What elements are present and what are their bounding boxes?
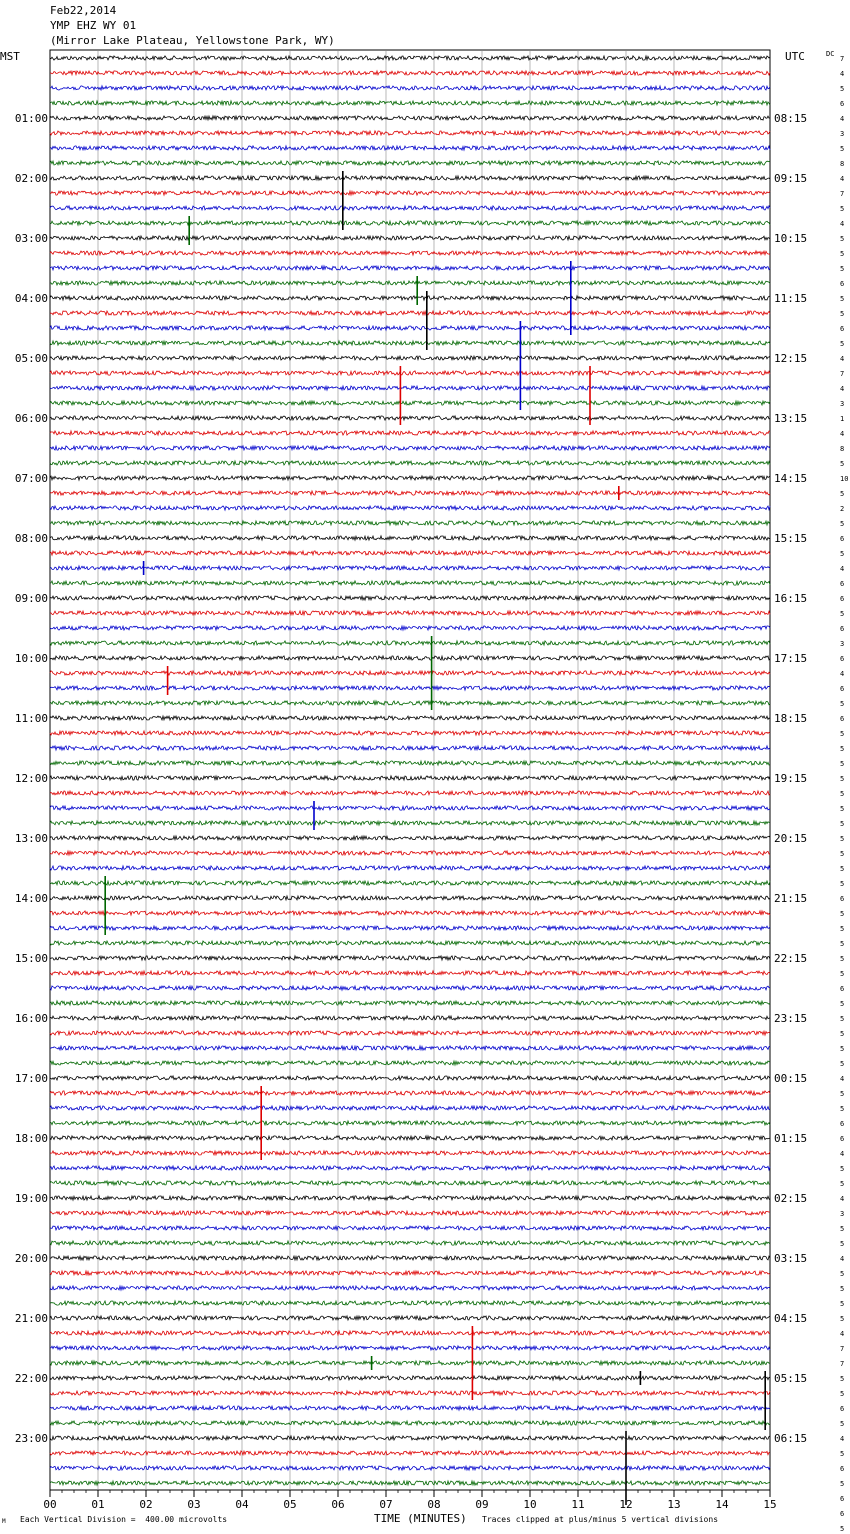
right-hour-label: 21:15 (774, 892, 808, 905)
trace-amplitude-label: 5 (840, 520, 845, 528)
right-hour-label: 09:15 (774, 172, 808, 185)
seismic-trace (50, 536, 770, 540)
right-hour-label: 06:15 (774, 1432, 808, 1445)
trace-amplitude-label: 7 (840, 1360, 845, 1368)
seismic-trace (50, 746, 770, 750)
left-hour-label: 13:00 (14, 832, 48, 845)
left-hour-label: 05:00 (14, 352, 48, 365)
seismic-trace (50, 776, 770, 780)
x-tick-label: 06 (331, 1498, 345, 1511)
seismic-trace (50, 266, 770, 270)
trace-amplitude-label: 5 (840, 1390, 845, 1398)
trace-amplitude-label: 4 (840, 1075, 845, 1083)
trace-amplitude-label: 5 (840, 700, 845, 708)
clip-note: Traces clipped at plus/minus 5 vertical divisions (482, 1515, 719, 1524)
seismic-trace (50, 551, 770, 555)
seismic-trace (50, 176, 770, 180)
seismic-trace (50, 416, 770, 420)
seismic-trace (50, 356, 770, 360)
seismic-trace (50, 971, 770, 975)
seismic-trace (50, 1406, 770, 1410)
seismic-trace (50, 596, 770, 600)
trace-amplitude-label: 6 (840, 1465, 845, 1473)
trace-amplitude-label: 6 (840, 1135, 845, 1143)
right-hour-label: 01:15 (774, 1132, 808, 1145)
left-hour-label: 14:00 (14, 892, 48, 905)
seismic-trace (50, 1061, 770, 1065)
x-tick-label: 05 (283, 1498, 297, 1511)
right-hour-label: 00:15 (774, 1072, 808, 1085)
seismic-trace (50, 656, 770, 660)
seismic-trace (50, 296, 770, 300)
x-tick-label: 03 (187, 1498, 201, 1511)
trace-amplitude-label: 5 (840, 1375, 845, 1383)
x-axis-title: TIME (MINUTES) (374, 1512, 467, 1525)
trace-amplitude-label: 6 (840, 895, 845, 903)
seismic-trace (50, 1181, 770, 1185)
trace-amplitude-label: 5 (840, 1225, 845, 1233)
right-hour-label: 18:15 (774, 712, 808, 725)
seismic-trace (50, 146, 770, 150)
seismic-trace (50, 896, 770, 900)
trace-amplitude-label: 4 (840, 1195, 845, 1203)
seismic-trace (50, 86, 770, 90)
trace-amplitude-label: 5 (840, 1105, 845, 1113)
trace-amplitude-label: 6 (840, 580, 845, 588)
trace-amplitude-label: 7 (840, 370, 845, 378)
seismic-trace (50, 476, 770, 480)
seismic-trace (50, 401, 770, 405)
seismic-trace (50, 1241, 770, 1245)
footer-mark: M (2, 1518, 6, 1525)
seismic-trace (50, 341, 770, 345)
right-hour-label: 04:15 (774, 1312, 808, 1325)
seismic-trace (50, 56, 770, 60)
trace-amplitude-label: 5 (840, 1480, 845, 1488)
trace-amplitude-label: 5 (840, 85, 845, 93)
right-hour-label: 20:15 (774, 832, 808, 845)
trace-amplitude-label: 4 (840, 1330, 845, 1338)
trace-amplitude-label: 4 (840, 115, 845, 123)
trace-amplitude-label: 6 (840, 280, 845, 288)
left-hour-label: 02:00 (14, 172, 48, 185)
trace-amplitude-label: 5 (840, 1300, 845, 1308)
left-hour-label: 16:00 (14, 1012, 48, 1025)
seismic-trace (50, 1031, 770, 1035)
trace-amplitude-label: 6 (840, 715, 845, 723)
trace-amplitude-label: 5 (840, 1045, 845, 1053)
station-code: YMP EHZ WY 01 (50, 19, 137, 32)
seismic-trace (50, 506, 770, 510)
trace-amplitude-label: 6 (840, 1495, 845, 1503)
trace-amplitude-label: 5 (840, 880, 845, 888)
right-hour-label: 14:15 (774, 472, 808, 485)
trace-amplitude-label: 10 (840, 475, 849, 483)
seismic-trace (50, 1466, 770, 1470)
x-tick-label: 12 (619, 1498, 633, 1511)
seismic-trace (50, 566, 770, 570)
seismic-trace (50, 806, 770, 810)
seismic-trace (50, 1391, 770, 1395)
x-tick-label: 15 (763, 1498, 777, 1511)
right-hour-label: 16:15 (774, 592, 808, 605)
trace-amplitude-label: 5 (840, 760, 845, 768)
trace-amplitude-label: 6 (840, 625, 845, 633)
trace-amplitude-label: 4 (840, 175, 845, 183)
left-hour-label: 22:00 (14, 1372, 48, 1385)
seismic-trace (50, 686, 770, 690)
left-hour-label: 08:00 (14, 532, 48, 545)
trace-amplitude-label: 6 (840, 1405, 845, 1413)
seismic-trace (50, 206, 770, 210)
trace-amplitude-label: 5 (840, 730, 845, 738)
right-hour-label: 23:15 (774, 1012, 808, 1025)
seismic-trace (50, 926, 770, 930)
trace-amplitude-label: 4 (840, 1255, 845, 1263)
seismic-trace (50, 1151, 770, 1155)
right-hour-label: 05:15 (774, 1372, 808, 1385)
trace-amplitude-label: 5 (840, 1180, 845, 1188)
trace-amplitude-label: 4 (840, 430, 845, 438)
trace-amplitude-label: 5 (840, 295, 845, 303)
trace-amplitude-label: 4 (840, 385, 845, 393)
trace-amplitude-label: 5 (840, 970, 845, 978)
seismic-trace (50, 1376, 770, 1380)
seismic-trace (50, 1421, 770, 1425)
trace-amplitude-label: 5 (840, 805, 845, 813)
trace-amplitude-label: 3 (840, 400, 845, 408)
left-hour-label: 23:00 (14, 1432, 48, 1445)
left-hour-label: 03:00 (14, 232, 48, 245)
seismic-trace (50, 851, 770, 855)
left-hour-label: 04:00 (14, 292, 48, 305)
station-location: (Mirror Lake Plateau, Yellowstone Park, WY) (50, 34, 335, 47)
left-hour-label: 12:00 (14, 772, 48, 785)
chart-date: Feb22,2014 (50, 4, 117, 17)
scale-note: Each Vertical Division = 400.00 microvolts (20, 1515, 228, 1524)
x-tick-label: 13 (667, 1498, 681, 1511)
right-hour-label: 17:15 (774, 652, 808, 665)
trace-amplitude-label: 5 (840, 265, 845, 273)
trace-amplitude-label: 5 (840, 250, 845, 258)
trace-amplitude-label: 7 (840, 190, 845, 198)
trace-amplitude-label: 3 (840, 1210, 845, 1218)
seismic-trace (50, 1121, 770, 1125)
seismic-trace (50, 1346, 770, 1350)
right-hour-label: 03:15 (774, 1252, 808, 1265)
seismic-trace (50, 131, 770, 135)
trace-amplitude-label: 6 (840, 595, 845, 603)
seismic-trace (50, 1196, 770, 1200)
trace-amplitude-label: 5 (840, 1165, 845, 1173)
trace-amplitude-label: 5 (840, 1060, 845, 1068)
trace-amplitude-label: 5 (840, 820, 845, 828)
seismic-trace (50, 866, 770, 870)
right-hour-label: 22:15 (774, 952, 808, 965)
trace-amplitude-label: 5 (840, 835, 845, 843)
seismic-trace (50, 1016, 770, 1020)
seismic-trace (50, 761, 770, 765)
seismic-trace (50, 1001, 770, 1005)
trace-amplitude-label: 5 (840, 1315, 845, 1323)
trace-amplitude-label: 5 (840, 1240, 845, 1248)
seismic-trace (50, 986, 770, 990)
trace-amplitude-label: 5 (840, 790, 845, 798)
left-hour-label: 21:00 (14, 1312, 48, 1325)
seismic-trace (50, 821, 770, 825)
seismic-trace (50, 641, 770, 645)
x-tick-label: 07 (379, 1498, 393, 1511)
seismic-trace (50, 626, 770, 630)
x-tick-label: 08 (427, 1498, 441, 1511)
seismic-trace (50, 446, 770, 450)
seismic-trace (50, 581, 770, 585)
trace-amplitude-label: 5 (840, 610, 845, 618)
seismic-trace (50, 701, 770, 705)
trace-amplitude-label: 5 (840, 955, 845, 963)
left-hour-label: 10:00 (14, 652, 48, 665)
seismic-trace (50, 386, 770, 390)
trace-amplitude-label: 5 (840, 910, 845, 918)
seismic-trace (50, 101, 770, 105)
trace-amplitude-label: 5 (840, 205, 845, 213)
seismic-trace (50, 1331, 770, 1335)
trace-amplitude-label: 2 (840, 505, 845, 513)
seismic-trace (50, 1166, 770, 1170)
seismic-trace (50, 251, 770, 255)
seismic-trace (50, 1076, 770, 1080)
left-hour-label: 15:00 (14, 952, 48, 965)
right-hour-label: 10:15 (774, 232, 808, 245)
left-hour-label: 11:00 (14, 712, 48, 725)
seismic-trace (50, 611, 770, 615)
trace-amplitude-label: 5 (840, 1090, 845, 1098)
x-tick-label: 14 (715, 1498, 729, 1511)
seismic-trace (50, 1451, 770, 1455)
seismic-trace (50, 491, 770, 495)
trace-amplitude-label: 6 (840, 1510, 845, 1518)
trace-amplitude-label: 6 (840, 100, 845, 108)
seismic-trace (50, 1256, 770, 1260)
seismic-trace (50, 191, 770, 195)
trace-amplitude-label: 6 (840, 535, 845, 543)
trace-amplitude-label: 7 (840, 55, 845, 63)
trace-amplitude-label: 8 (840, 445, 845, 453)
seismic-trace (50, 1046, 770, 1050)
x-tick-label: 00 (43, 1498, 57, 1511)
seismic-trace (50, 161, 770, 165)
left-hour-label: 09:00 (14, 592, 48, 605)
left-hour-label: 06:00 (14, 412, 48, 425)
right-hour-label: 11:15 (774, 292, 808, 305)
seismic-trace (50, 71, 770, 75)
x-tick-label: 01 (91, 1498, 105, 1511)
trace-amplitude-label: 7 (840, 1345, 845, 1353)
trace-amplitude-label: 5 (840, 745, 845, 753)
trace-amplitude-label: 5 (840, 235, 845, 243)
trace-amplitude-label: 5 (840, 1015, 845, 1023)
right-hour-label: 19:15 (774, 772, 808, 785)
trace-amplitude-label: 4 (840, 670, 845, 678)
trace-amplitude-label: 5 (840, 1285, 845, 1293)
trace-amplitude-label: 4 (840, 355, 845, 363)
left-timezone-label: MST (0, 50, 20, 63)
seismic-trace (50, 521, 770, 525)
trace-amplitude-label: 4 (840, 1435, 845, 1443)
seismic-trace (50, 326, 770, 330)
trace-amplitude-label: 5 (840, 850, 845, 858)
seismic-trace (50, 1436, 770, 1440)
seismic-trace (50, 221, 770, 225)
trace-amplitude-label: 4 (840, 70, 845, 78)
dc-label: DC (826, 50, 835, 58)
left-hour-label: 17:00 (14, 1072, 48, 1085)
left-hour-label: 20:00 (14, 1252, 48, 1265)
trace-amplitude-label: 5 (840, 1030, 845, 1038)
seismic-trace (50, 311, 770, 315)
seismic-trace (50, 836, 770, 840)
right-hour-label: 13:15 (774, 412, 808, 425)
seismic-trace (50, 371, 770, 375)
seismic-trace (50, 716, 770, 720)
trace-amplitude-label: 8 (840, 160, 845, 168)
seismic-trace (50, 116, 770, 120)
seismic-trace (50, 1361, 770, 1365)
trace-amplitude-label: 6 (840, 325, 845, 333)
seismic-trace (50, 791, 770, 795)
seismic-trace (50, 911, 770, 915)
x-tick-label: 09 (475, 1498, 489, 1511)
seismic-trace (50, 1106, 770, 1110)
seismic-trace (50, 1271, 770, 1275)
left-hour-label: 01:00 (14, 112, 48, 125)
right-hour-label: 08:15 (774, 112, 808, 125)
x-tick-label: 04 (235, 1498, 249, 1511)
seismic-trace (50, 671, 770, 675)
left-hour-label: 19:00 (14, 1192, 48, 1205)
trace-amplitude-label: 4 (840, 565, 845, 573)
trace-amplitude-label: 5 (840, 310, 845, 318)
trace-amplitude-label: 1 (840, 415, 845, 423)
x-tick-label: 02 (139, 1498, 153, 1511)
trace-amplitude-label: 3 (840, 640, 845, 648)
trace-amplitude-label: 6 (840, 985, 845, 993)
seismic-trace (50, 1481, 770, 1485)
seismic-trace (50, 1091, 770, 1095)
seismic-trace (50, 1301, 770, 1305)
trace-amplitude-label: 4 (840, 220, 845, 228)
trace-amplitude-label: 5 (840, 460, 845, 468)
right-timezone-label: UTC (785, 50, 805, 63)
seismic-trace (50, 1286, 770, 1290)
seismic-trace (50, 1226, 770, 1230)
seismic-trace (50, 1211, 770, 1215)
right-hour-label: 02:15 (774, 1192, 808, 1205)
trace-amplitude-label: 5 (840, 490, 845, 498)
trace-amplitude-label: 5 (840, 925, 845, 933)
seismic-trace (50, 1316, 770, 1320)
right-hour-label: 15:15 (774, 532, 808, 545)
trace-amplitude-label: 6 (840, 655, 845, 663)
trace-amplitude-label: 5 (840, 775, 845, 783)
left-hour-label: 07:00 (14, 472, 48, 485)
trace-amplitude-label: 3 (840, 130, 845, 138)
seismic-trace (50, 281, 770, 285)
seismic-trace (50, 461, 770, 465)
trace-amplitude-label: 5 (840, 145, 845, 153)
seismic-trace (50, 881, 770, 885)
seismic-trace (50, 1136, 770, 1140)
trace-amplitude-label: 5 (840, 865, 845, 873)
trace-amplitude-label: 5 (840, 340, 845, 348)
seismic-trace (50, 956, 770, 960)
trace-amplitude-label: 5 (840, 550, 845, 558)
seismic-trace (50, 236, 770, 240)
trace-amplitude-label: 5 (840, 1000, 845, 1008)
trace-amplitude-label: 4 (840, 1150, 845, 1158)
trace-amplitude-label: 6 (840, 685, 845, 693)
trace-amplitude-label: 5 (840, 1450, 845, 1458)
x-tick-label: 10 (523, 1498, 537, 1511)
trace-amplitude-label: 5 (840, 1270, 845, 1278)
left-hour-label: 18:00 (14, 1132, 48, 1145)
trace-amplitude-label: 6 (840, 1120, 845, 1128)
seismic-trace (50, 431, 770, 435)
trace-amplitude-label: 5 (840, 1525, 845, 1533)
trace-amplitude-label: 5 (840, 1420, 845, 1428)
trace-amplitude-label: 5 (840, 940, 845, 948)
seismic-trace (50, 731, 770, 735)
seismic-trace (50, 941, 770, 945)
x-tick-label: 11 (571, 1498, 585, 1511)
right-hour-label: 12:15 (774, 352, 808, 365)
